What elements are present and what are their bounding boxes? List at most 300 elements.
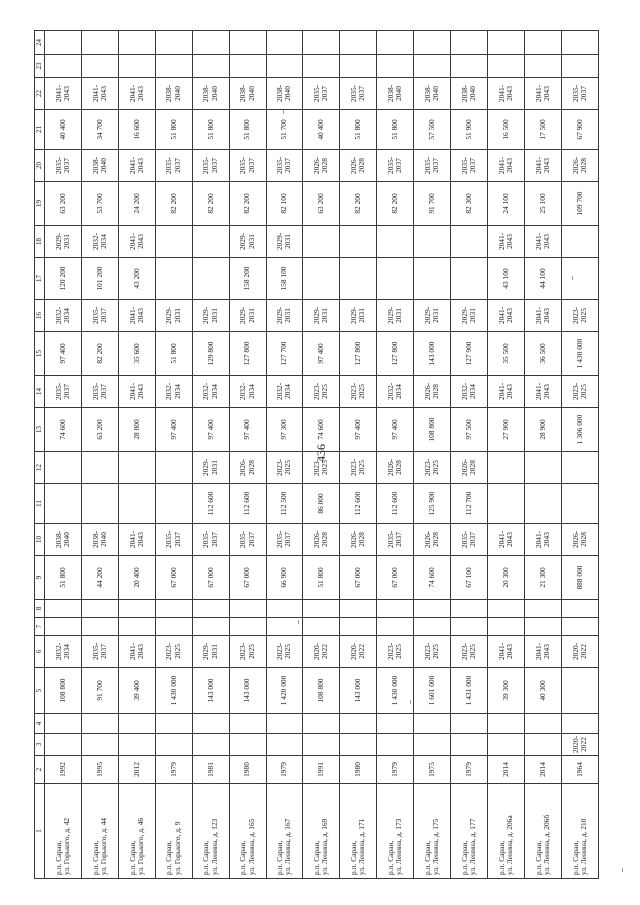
cell-col-18 bbox=[192, 226, 229, 258]
address-line: ул. Ленина, д. 169 bbox=[320, 818, 330, 875]
cell-col-20: 2035-2037 bbox=[414, 150, 451, 182]
cell-col-3 bbox=[414, 734, 451, 756]
column-number-2: 2 bbox=[35, 756, 45, 784]
cell-col-17: 158 100 bbox=[266, 258, 303, 300]
cell-col-5: 1 431 000 bbox=[451, 668, 488, 714]
address-line: ул. Ленина, д. 175 bbox=[431, 818, 441, 875]
cell-col-24 bbox=[377, 31, 414, 55]
cell-col-23 bbox=[229, 55, 266, 78]
column-number-15: 15 bbox=[35, 332, 45, 376]
cell-col-6: 2029-2031 bbox=[192, 636, 229, 668]
cell-col-3 bbox=[81, 734, 118, 756]
cell-col-7 bbox=[229, 618, 266, 636]
cell-col-11 bbox=[81, 484, 118, 524]
cell-col-21: 16 500 bbox=[488, 110, 525, 150]
cell-col-21: 34 700 bbox=[81, 110, 118, 150]
cell-col-3 bbox=[303, 734, 340, 756]
cell-col-24 bbox=[266, 31, 303, 55]
cell-col-16: 2029-2031 bbox=[451, 300, 488, 332]
cell-col-9: 20 300 bbox=[488, 556, 525, 600]
cell-col-12 bbox=[561, 452, 598, 484]
cell-col-9: 44 200 bbox=[81, 556, 118, 600]
cell-col-5: 143 000 bbox=[229, 668, 266, 714]
cell-col-11 bbox=[488, 484, 525, 524]
cell-col-21: 51 800 bbox=[340, 110, 377, 150]
cell-col-23 bbox=[266, 55, 303, 78]
cell-col-12 bbox=[155, 452, 192, 484]
address-cell bbox=[488, 784, 525, 879]
cell-col-7 bbox=[377, 618, 414, 636]
cell-col-18: 2041-2043 bbox=[524, 226, 561, 258]
address-line: ул. Ленина, д. 165 bbox=[246, 818, 256, 875]
table-row bbox=[488, 31, 525, 879]
column-number-row bbox=[35, 31, 45, 879]
cell-col-21: 51 900 bbox=[451, 110, 488, 150]
cell-col-17 bbox=[561, 258, 598, 300]
column-number-18: 18 bbox=[35, 226, 45, 258]
address-line: ул. Горького, д. 46 bbox=[135, 817, 145, 875]
cell-col-7 bbox=[414, 618, 451, 636]
cell-col-6: 2023-2025 bbox=[414, 636, 451, 668]
cell-col-10: 2041-2043 bbox=[488, 524, 525, 556]
cell-col-16: 2041-2043 bbox=[118, 300, 155, 332]
cell-col-24 bbox=[155, 31, 192, 55]
cell-col-11: 112 600 bbox=[192, 484, 229, 524]
cell-col-6: 2020-2022 bbox=[340, 636, 377, 668]
cell-col-3 bbox=[155, 734, 192, 756]
address-line: ул. Ленина, д. 206б bbox=[541, 814, 551, 875]
address-cell bbox=[377, 784, 414, 879]
cell-col-3 bbox=[118, 734, 155, 756]
cell-col-2: 1964 bbox=[561, 756, 598, 784]
cell-col-21: 51 800 bbox=[229, 110, 266, 150]
cell-col-4 bbox=[303, 714, 340, 734]
cell-col-17 bbox=[303, 258, 340, 300]
cell-col-4 bbox=[229, 714, 266, 734]
address-line: р.п. Сараи, bbox=[459, 840, 469, 875]
cell-col-2: 1995 bbox=[81, 756, 118, 784]
table-row bbox=[155, 31, 192, 879]
column-number-9: 9 bbox=[35, 556, 45, 600]
cell-col-14: 2032-2034 bbox=[377, 376, 414, 408]
cell-col-11: 112 600 bbox=[377, 484, 414, 524]
cell-col-4 bbox=[45, 714, 82, 734]
cell-col-9: 67 000 bbox=[229, 556, 266, 600]
cell-col-5: 143 000 bbox=[340, 668, 377, 714]
column-number-14: 14 bbox=[35, 376, 45, 408]
cell-col-21: 16 600 bbox=[118, 110, 155, 150]
cell-col-13: 74 600 bbox=[45, 408, 82, 452]
cell-col-2: 1979 bbox=[155, 756, 192, 784]
address-line: ул. Ленина, д. 171 bbox=[357, 818, 367, 875]
cell-col-24 bbox=[488, 31, 525, 55]
cell-col-20: 2035-2037 bbox=[45, 150, 82, 182]
cell-col-4 bbox=[488, 714, 525, 734]
cell-col-4 bbox=[377, 714, 414, 734]
cell-col-23 bbox=[488, 55, 525, 78]
cell-col-18: 2032-2034 bbox=[81, 226, 118, 258]
address-cell bbox=[561, 784, 598, 879]
cell-col-15: 129 800 bbox=[192, 332, 229, 376]
cell-col-14: 2041-2043 bbox=[488, 376, 525, 408]
cell-col-20: 2038-2040 bbox=[81, 150, 118, 182]
cell-col-17: 158 200 bbox=[229, 258, 266, 300]
cell-col-11: 112 500 bbox=[266, 484, 303, 524]
table-row bbox=[45, 31, 82, 879]
column-number-12: 12 bbox=[35, 452, 45, 484]
cell-col-5: 40 300 bbox=[524, 668, 561, 714]
cell-col-14: 2041-2043 bbox=[118, 376, 155, 408]
cell-col-5: 39 300 bbox=[488, 668, 525, 714]
cell-col-20: 2026-2028 bbox=[340, 150, 377, 182]
table-row bbox=[192, 31, 229, 879]
cell-col-6: 2023-2025 bbox=[266, 636, 303, 668]
cell-col-5: 143 000 bbox=[192, 668, 229, 714]
column-number-17: 17 bbox=[35, 258, 45, 300]
cell-col-16: 2041-2043 bbox=[488, 300, 525, 332]
cell-col-15: 82 200 bbox=[81, 332, 118, 376]
cell-col-22: 2035-2037 bbox=[303, 78, 340, 110]
cell-col-17: 101 200 bbox=[81, 258, 118, 300]
cell-col-2: 1979 bbox=[266, 756, 303, 784]
cell-col-14: 2032-2034 bbox=[266, 376, 303, 408]
cell-col-6: 2020-2022 bbox=[303, 636, 340, 668]
cell-col-22: 2041-2043 bbox=[524, 78, 561, 110]
cell-col-14: 2035-2037 bbox=[81, 376, 118, 408]
cell-col-8 bbox=[561, 600, 598, 618]
cell-col-16: 2029-2031 bbox=[377, 300, 414, 332]
cell-col-15: 143 000 bbox=[414, 332, 451, 376]
cell-col-16: 2029-2031 bbox=[303, 300, 340, 332]
address-line: р.п. Сараи, bbox=[201, 840, 211, 875]
cell-col-2: 1979 bbox=[377, 756, 414, 784]
cell-col-22: 2035-2037 bbox=[340, 78, 377, 110]
cell-col-5: 108 800 bbox=[303, 668, 340, 714]
cell-col-19: 53 700 bbox=[81, 182, 118, 226]
cell-col-7 bbox=[155, 618, 192, 636]
cell-col-11 bbox=[118, 484, 155, 524]
cell-col-9: 74 600 bbox=[414, 556, 451, 600]
cell-col-18 bbox=[303, 226, 340, 258]
cell-col-5: 108 800 bbox=[45, 668, 82, 714]
table-wrapper bbox=[34, 39, 599, 879]
cell-col-14: 2026-2028 bbox=[414, 376, 451, 408]
cell-col-8 bbox=[45, 600, 82, 618]
cell-col-10: 2026-2028 bbox=[561, 524, 598, 556]
cell-col-22: 2041-2043 bbox=[81, 78, 118, 110]
cell-col-7 bbox=[524, 618, 561, 636]
cell-col-7 bbox=[118, 618, 155, 636]
cell-col-12: 2029-2031 bbox=[192, 452, 229, 484]
cell-col-2: 1980 bbox=[340, 756, 377, 784]
column-number-16: 16 bbox=[35, 300, 45, 332]
cell-col-2: 2012 bbox=[118, 756, 155, 784]
cell-col-3: 2020-2022 bbox=[561, 734, 598, 756]
table-row bbox=[561, 31, 598, 879]
cell-col-18: 2041-2043 bbox=[118, 226, 155, 258]
cell-col-14: 2041-2043 bbox=[524, 376, 561, 408]
cell-col-17: 44 100 bbox=[524, 258, 561, 300]
cell-col-8 bbox=[192, 600, 229, 618]
cell-col-24 bbox=[451, 31, 488, 55]
cell-col-16: 2029-2031 bbox=[266, 300, 303, 332]
address-line: р.п. Сараи, bbox=[312, 840, 322, 875]
cell-col-22: 2038-2040 bbox=[414, 78, 451, 110]
cell-col-15: 97 400 bbox=[303, 332, 340, 376]
cell-col-2: 1980 bbox=[229, 756, 266, 784]
table-row bbox=[81, 31, 118, 879]
cell-col-6: 2023-2025 bbox=[229, 636, 266, 668]
cell-col-15: 51 800 bbox=[155, 332, 192, 376]
cell-col-12: 2026-2028 bbox=[377, 452, 414, 484]
address-cell bbox=[192, 784, 229, 879]
cell-col-17 bbox=[192, 258, 229, 300]
table-row bbox=[524, 31, 561, 879]
cell-col-18 bbox=[561, 226, 598, 258]
cell-col-15: 127 800 bbox=[377, 332, 414, 376]
address-cell bbox=[524, 784, 561, 879]
column-number-7: 7 bbox=[35, 618, 45, 636]
cell-col-13: 28 000 bbox=[118, 408, 155, 452]
cell-col-12: 2023-2025 bbox=[340, 452, 377, 484]
cell-col-23 bbox=[561, 55, 598, 78]
cell-col-10: 2035-2037 bbox=[266, 524, 303, 556]
cell-col-7 bbox=[451, 618, 488, 636]
cell-col-15: 127 800 bbox=[229, 332, 266, 376]
cell-col-11: 112 600 bbox=[229, 484, 266, 524]
cell-col-6: 2023-2025 bbox=[451, 636, 488, 668]
cell-col-24 bbox=[229, 31, 266, 55]
cell-col-3 bbox=[451, 734, 488, 756]
cell-col-19: 91 700 bbox=[414, 182, 451, 226]
column-number-10: 10 bbox=[35, 524, 45, 556]
cell-col-18 bbox=[414, 226, 451, 258]
cell-col-3 bbox=[45, 734, 82, 756]
cell-col-15: 127 800 bbox=[340, 332, 377, 376]
cell-col-24 bbox=[524, 31, 561, 55]
cell-col-10: 2035-2037 bbox=[451, 524, 488, 556]
address-cell bbox=[45, 784, 82, 879]
cell-col-7 bbox=[192, 618, 229, 636]
cell-col-17: 43 100 bbox=[488, 258, 525, 300]
cell-col-13: 27 900 bbox=[488, 408, 525, 452]
address-line: р.п. Сараи, bbox=[496, 840, 506, 875]
cell-col-21: 51 800 bbox=[377, 110, 414, 150]
cell-col-9: 67 000 bbox=[377, 556, 414, 600]
cell-col-19: 24 200 bbox=[118, 182, 155, 226]
cell-col-18 bbox=[377, 226, 414, 258]
cell-col-13: 97 400 bbox=[155, 408, 192, 452]
column-number-1: 1 bbox=[35, 784, 45, 879]
cell-col-6: 2041-2043 bbox=[524, 636, 561, 668]
column-number-19: 19 bbox=[35, 182, 45, 226]
cell-col-2: 1992 bbox=[45, 756, 82, 784]
address-cell bbox=[266, 784, 303, 879]
cell-col-13: 1 306 000 bbox=[561, 408, 598, 452]
repair-schedule-table bbox=[34, 30, 599, 879]
cell-col-13: 97 500 bbox=[451, 408, 488, 452]
cell-col-13: 108 800 bbox=[414, 408, 451, 452]
table-row bbox=[451, 31, 488, 879]
cell-col-19: 82 100 bbox=[266, 182, 303, 226]
cell-col-10: 2035-2037 bbox=[155, 524, 192, 556]
cell-col-5: 1 430 000 bbox=[155, 668, 192, 714]
cell-col-17 bbox=[340, 258, 377, 300]
address-line: ул. Ленина, д. 123 bbox=[209, 818, 219, 875]
cell-col-5: 1 601 000 bbox=[414, 668, 451, 714]
address-line: р.п. Сараи, bbox=[275, 840, 285, 875]
cell-col-19: 82 200 bbox=[192, 182, 229, 226]
cell-col-10: 2026-2028 bbox=[340, 524, 377, 556]
cell-col-18 bbox=[340, 226, 377, 258]
cell-col-7 bbox=[81, 618, 118, 636]
cell-col-22: 2041-2043 bbox=[118, 78, 155, 110]
cell-col-4 bbox=[524, 714, 561, 734]
cell-col-22: 2038-2040 bbox=[377, 78, 414, 110]
cell-col-20: 2041-2043 bbox=[118, 150, 155, 182]
cell-col-12 bbox=[45, 452, 82, 484]
cell-col-11: 112 700 bbox=[451, 484, 488, 524]
table-row bbox=[303, 31, 340, 879]
cell-col-17: 120 200 bbox=[45, 258, 82, 300]
cell-col-4 bbox=[192, 714, 229, 734]
cell-col-22: 2038-2040 bbox=[451, 78, 488, 110]
cell-col-20: 2041-2043 bbox=[488, 150, 525, 182]
cell-col-13: 97 400 bbox=[229, 408, 266, 452]
cell-col-9: 67 000 bbox=[192, 556, 229, 600]
cell-col-23 bbox=[45, 55, 82, 78]
cell-col-19: 82 200 bbox=[340, 182, 377, 226]
cell-col-19: 82 200 bbox=[155, 182, 192, 226]
address-line: р.п. Сараи, bbox=[164, 840, 174, 875]
cell-col-3 bbox=[340, 734, 377, 756]
cell-col-10: 2035-2037 bbox=[377, 524, 414, 556]
cell-col-4 bbox=[451, 714, 488, 734]
cell-col-16: 2029-2031 bbox=[155, 300, 192, 332]
cell-col-22: 2038-2040 bbox=[229, 78, 266, 110]
address-line: р.п. Сараи, bbox=[422, 840, 432, 875]
table-body bbox=[45, 31, 599, 879]
cell-col-21: 51 700 bbox=[266, 110, 303, 150]
cell-col-23 bbox=[340, 55, 377, 78]
cell-col-20: 2035-2037 bbox=[377, 150, 414, 182]
table-row bbox=[118, 31, 155, 879]
cell-col-20: 2041-2043 bbox=[524, 150, 561, 182]
cell-col-9: 67 000 bbox=[340, 556, 377, 600]
scan-artifact-dash bbox=[410, 700, 411, 704]
cell-col-23 bbox=[155, 55, 192, 78]
cell-col-24 bbox=[118, 31, 155, 55]
cell-col-6: 2020-2022 bbox=[561, 636, 598, 668]
cell-col-4 bbox=[266, 714, 303, 734]
cell-col-4 bbox=[118, 714, 155, 734]
table-row bbox=[377, 31, 414, 879]
address-cell bbox=[81, 784, 118, 879]
address-line: р.п. Сараи, bbox=[570, 840, 580, 875]
cell-col-3 bbox=[377, 734, 414, 756]
cell-col-9: 888 000 bbox=[561, 556, 598, 600]
column-number-4: 4 bbox=[35, 714, 45, 734]
cell-col-12 bbox=[118, 452, 155, 484]
cell-col-18 bbox=[155, 226, 192, 258]
cell-col-20: 2026-2028 bbox=[303, 150, 340, 182]
cell-col-8 bbox=[229, 600, 266, 618]
cell-col-17: 43 200 bbox=[118, 258, 155, 300]
cell-col-15: 35 600 bbox=[118, 332, 155, 376]
address-line: р.п. Сараи, bbox=[349, 840, 359, 875]
cell-col-8 bbox=[266, 600, 303, 618]
column-number-13: 13 bbox=[35, 408, 45, 452]
address-cell bbox=[229, 784, 266, 879]
cell-col-9: 66 900 bbox=[266, 556, 303, 600]
address-line: ул. Ленина, д. 167 bbox=[283, 818, 293, 875]
address-line: ул. Ленина, д. 177 bbox=[468, 818, 478, 875]
cell-col-23 bbox=[81, 55, 118, 78]
cell-col-13: 97 300 bbox=[266, 408, 303, 452]
cell-col-22: 2038-2040 bbox=[192, 78, 229, 110]
cell-col-6: 2023-2025 bbox=[377, 636, 414, 668]
cell-col-18: 2029-2031 bbox=[229, 226, 266, 258]
cell-col-24 bbox=[561, 31, 598, 55]
cell-col-10: 2041-2043 bbox=[524, 524, 561, 556]
cell-col-3 bbox=[229, 734, 266, 756]
cell-col-5: 39 400 bbox=[118, 668, 155, 714]
cell-col-21: 40 400 bbox=[303, 110, 340, 150]
cell-col-16: 2029-2031 bbox=[229, 300, 266, 332]
column-number-20: 20 bbox=[35, 150, 45, 182]
cell-col-11 bbox=[524, 484, 561, 524]
cell-col-21: 51 800 bbox=[155, 110, 192, 150]
cell-col-10: 2041-2043 bbox=[118, 524, 155, 556]
table-row bbox=[229, 31, 266, 879]
address-cell bbox=[118, 784, 155, 879]
cell-col-13: 97 400 bbox=[377, 408, 414, 452]
cell-col-11: 86 000 bbox=[303, 484, 340, 524]
cell-col-14: 2032-2034 bbox=[192, 376, 229, 408]
address-line: р.п. Сараи, bbox=[127, 840, 137, 875]
cell-col-22: 2041-2043 bbox=[488, 78, 525, 110]
cell-col-8 bbox=[81, 600, 118, 618]
address-cell bbox=[155, 784, 192, 879]
address-cell bbox=[414, 784, 451, 879]
address-line: ул. Горького, д. 42 bbox=[61, 817, 71, 875]
cell-col-11 bbox=[155, 484, 192, 524]
cell-col-18: 2041-2043 bbox=[488, 226, 525, 258]
cell-col-8 bbox=[118, 600, 155, 618]
cell-col-24 bbox=[192, 31, 229, 55]
cell-col-19: 63 200 bbox=[303, 182, 340, 226]
cell-col-9: 51 800 bbox=[303, 556, 340, 600]
cell-col-4 bbox=[414, 714, 451, 734]
cell-col-17 bbox=[451, 258, 488, 300]
column-number-11: 11 bbox=[35, 484, 45, 524]
scan-artifact-dash bbox=[298, 620, 299, 624]
cell-col-10: 2038-2040 bbox=[81, 524, 118, 556]
cell-col-3 bbox=[524, 734, 561, 756]
address-line: р.п. Сараи, bbox=[238, 840, 248, 875]
cell-col-11: 112 600 bbox=[340, 484, 377, 524]
cell-col-12: 2023-2025 bbox=[266, 452, 303, 484]
cell-col-2: 1979 bbox=[451, 756, 488, 784]
cell-col-18: 2029-2031 bbox=[266, 226, 303, 258]
cell-col-9: 67 000 bbox=[155, 556, 192, 600]
cell-col-20: 2035-2037 bbox=[192, 150, 229, 182]
cell-col-8 bbox=[303, 600, 340, 618]
cell-col-16: 2032-2034 bbox=[45, 300, 82, 332]
cell-col-14: 2023-2025 bbox=[303, 376, 340, 408]
table-row bbox=[414, 31, 451, 879]
cell-col-22: 2041-2043 bbox=[45, 78, 82, 110]
